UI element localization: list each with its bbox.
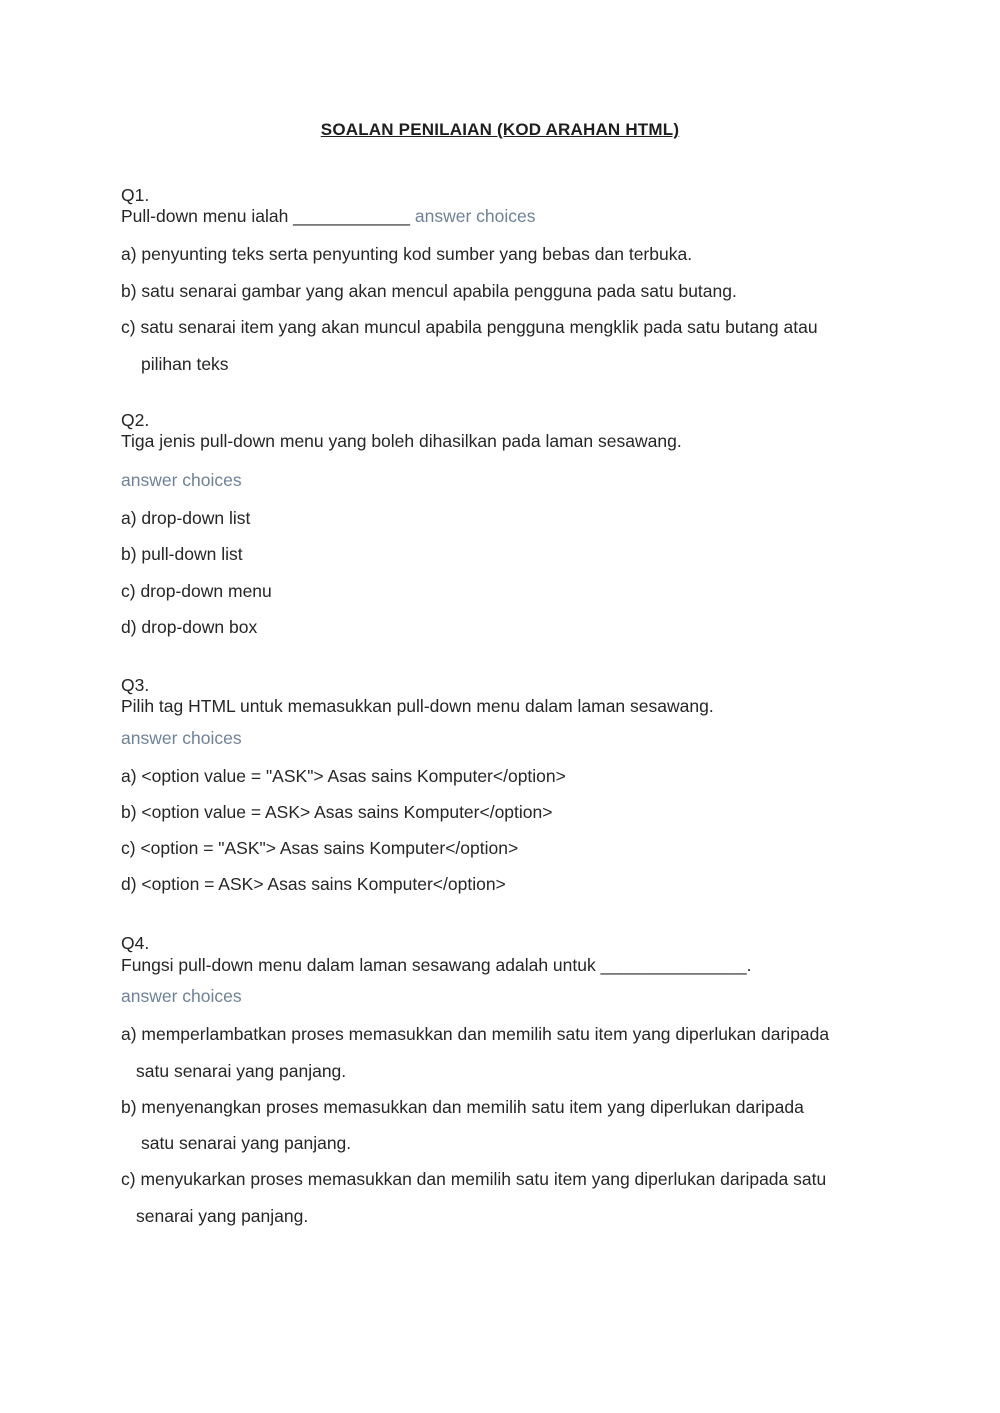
- answer-choice: d) drop-down box: [121, 617, 258, 637]
- answer-choice: b) <option value = ASK> Asas sains Komputer</option>: [121, 802, 553, 822]
- answer-choice: c) menyukarkan proses memasukkan dan memilih satu item yang diperlukan daripada satu: [121, 1169, 827, 1189]
- answer-choice: a) memperlambatkan proses memasukkan dan memilih satu item yang diperlukan daripada: [121, 1024, 830, 1044]
- answer-choice: c) drop-down menu: [121, 581, 272, 601]
- question-prompt-text: Pull-down menu ialah ____________: [121, 206, 410, 226]
- answer-choice: b) satu senarai gambar yang akan mencul apabila pengguna pada satu butang.: [121, 281, 737, 301]
- question-prompt: [121, 205, 535, 227]
- answer-choice: b) pull-down list: [121, 544, 243, 564]
- answer-choice: b) menyenangkan proses memasukkan dan memilih satu item yang diperlukan daripada: [121, 1097, 804, 1117]
- question-prompt: Tiga jenis pull-down menu yang boleh dihasilkan pada laman sesawang.: [121, 431, 682, 451]
- answer-choice: a) <option value = "ASK"> Asas sains Komputer</option>: [121, 766, 566, 786]
- question-number: Q2.: [121, 410, 150, 430]
- answer-choice-continuation: pilihan teks: [141, 354, 229, 374]
- question-number: Q1.: [121, 185, 150, 205]
- answer-choice: a) penyunting teks serta penyunting kod sumber yang bebas dan terbuka.: [121, 244, 693, 264]
- answer-choices-label: answer choices: [414, 206, 536, 226]
- question-prompt: Pilih tag HTML untuk memasukkan pull-down menu dalam laman sesawang.: [121, 696, 714, 716]
- answer-choice-continuation: senarai yang panjang.: [136, 1206, 309, 1226]
- answer-choice: a) drop-down list: [121, 508, 251, 528]
- page-title: SOALAN PENILAIAN (KOD ARAHAN HTML): [320, 120, 680, 139]
- answer-choice: d) <option = ASK> Asas sains Komputer</option>: [121, 874, 506, 894]
- answer-choices-label: answer choices: [121, 986, 242, 1006]
- answer-choices-label: answer choices: [121, 728, 242, 748]
- answer-choice-continuation: satu senarai yang panjang.: [141, 1133, 352, 1153]
- question-number: Q3.: [121, 675, 150, 695]
- question-prompt: Fungsi pull-down menu dalam laman sesawang adalah untuk _______________.: [121, 955, 752, 975]
- question-number: Q4.: [121, 933, 150, 953]
- answer-choice: c) <option = "ASK"> Asas sains Komputer</option>: [121, 838, 519, 858]
- answer-choices-label: answer choices: [121, 470, 242, 490]
- answer-choice-continuation: satu senarai yang panjang.: [136, 1061, 347, 1081]
- answer-choice: c) satu senarai item yang akan muncul apabila pengguna mengklik pada satu butang atau: [121, 317, 818, 337]
